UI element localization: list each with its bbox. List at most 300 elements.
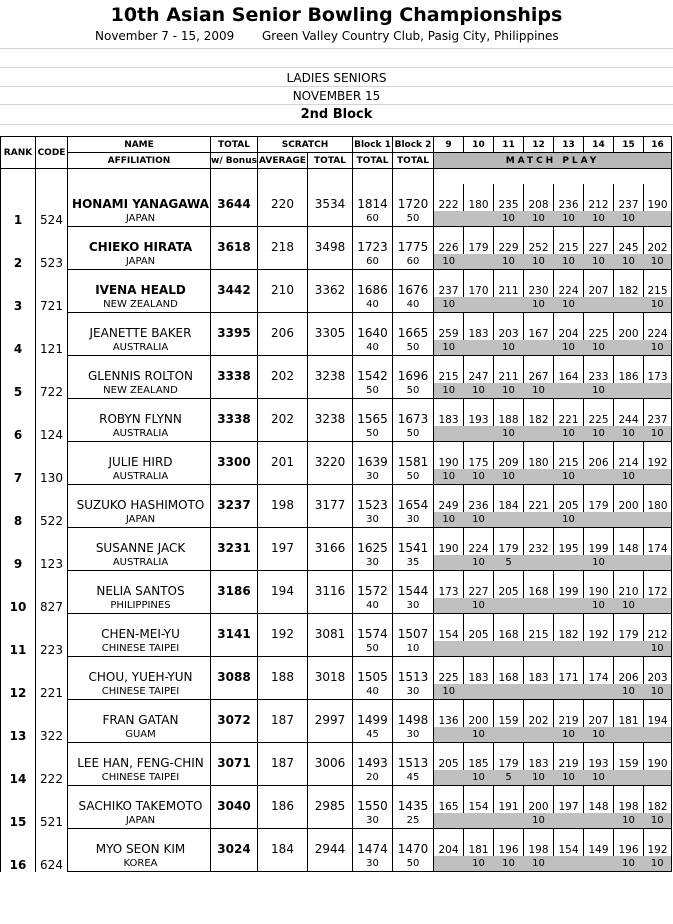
match-bonus (554, 383, 584, 399)
game-score: 173 (434, 571, 464, 599)
match-bonus (464, 297, 494, 313)
affiliation: CHINESE TAIPEI (68, 770, 211, 786)
match-bonus (464, 340, 494, 356)
player-row (1, 700, 672, 728)
scratch-total: 3238 (308, 356, 353, 384)
block1-bonus: 30 (353, 555, 393, 571)
match-bonus: 10 (644, 684, 672, 700)
block1-total: 1625 (353, 528, 393, 556)
total-with-bonus: 3644 (211, 184, 258, 211)
rank-cell: 6 (1, 399, 36, 442)
game-score: 259 (434, 313, 464, 341)
match-bonus (614, 383, 644, 399)
match-bonus (524, 727, 554, 743)
player-subrow (1, 383, 672, 399)
affiliation: AUSTRALIA (68, 426, 211, 442)
match-bonus (464, 641, 494, 657)
code-cell: 524 (36, 184, 68, 227)
player-name: SACHIKO TAKEMOTO (68, 786, 211, 814)
block1-total: 1565 (353, 399, 393, 427)
player-subrow (1, 856, 672, 872)
match-bonus (644, 727, 672, 743)
game-score: 202 (644, 227, 672, 255)
divider (0, 48, 673, 49)
match-bonus (524, 469, 554, 485)
col-block2-total: TOTAL (393, 153, 434, 169)
player-name: NELIA SANTOS (68, 571, 211, 599)
match-bonus: 10 (524, 211, 554, 227)
match-bonus: 10 (464, 856, 494, 872)
affiliation: CHINESE TAIPEI (68, 641, 211, 657)
player-subrow (1, 684, 672, 700)
col-scratch-total: TOTAL (308, 153, 353, 169)
block2-total: 1720 (393, 184, 434, 211)
player-name: SUZUKO HASHIMOTO (68, 485, 211, 513)
total-spacer (211, 254, 258, 270)
match-bonus: 10 (554, 770, 584, 786)
match-bonus: 10 (494, 340, 524, 356)
match-bonus (434, 555, 464, 571)
player-row (1, 399, 672, 427)
col-rank: RANK (1, 137, 36, 169)
game-score: 192 (584, 614, 614, 642)
game-score: 252 (524, 227, 554, 255)
scratch-average: 184 (258, 829, 308, 857)
match-bonus: 10 (464, 469, 494, 485)
game-score: 180 (464, 184, 494, 211)
total-spacer (211, 813, 258, 829)
scratch-total: 3166 (308, 528, 353, 556)
player-row (1, 829, 672, 857)
player-row (1, 614, 672, 642)
match-bonus: 10 (434, 684, 464, 700)
scratch-total: 3498 (308, 227, 353, 255)
match-bonus (434, 641, 464, 657)
game-score: 215 (524, 614, 554, 642)
total-spacer (211, 555, 258, 571)
block1-bonus: 40 (353, 684, 393, 700)
match-bonus: 10 (554, 512, 584, 528)
player-name: CHOU, YUEH-YUN (68, 657, 211, 685)
affiliation: KOREA (68, 856, 211, 872)
player-name: GLENNIS ROLTON (68, 356, 211, 384)
game-score: 205 (464, 614, 494, 642)
rank-cell: 16 (1, 829, 36, 872)
block1-total: 1574 (353, 614, 393, 642)
game-score: 182 (554, 614, 584, 642)
game-score: 180 (524, 442, 554, 470)
match-bonus: 10 (614, 684, 644, 700)
average-spacer (258, 856, 308, 872)
block2-bonus: 50 (393, 340, 434, 356)
affiliation: NEW ZEALAND (68, 297, 211, 313)
match-bonus: 10 (524, 770, 554, 786)
game-score: 198 (524, 829, 554, 857)
block1-bonus: 30 (353, 469, 393, 485)
match-bonus: 10 (494, 856, 524, 872)
match-bonus: 10 (464, 555, 494, 571)
total-with-bonus: 3618 (211, 227, 258, 255)
game-score: 185 (464, 743, 494, 771)
match-bonus: 10 (494, 469, 524, 485)
game-score: 182 (644, 786, 672, 814)
rank-cell: 10 (1, 571, 36, 614)
block2-bonus: 30 (393, 684, 434, 700)
average-spacer (258, 512, 308, 528)
scratch-total: 2997 (308, 700, 353, 728)
average-spacer (258, 641, 308, 657)
match-bonus: 10 (434, 297, 464, 313)
col-block1-total: TOTAL (353, 153, 393, 169)
game-score: 215 (554, 442, 584, 470)
match-bonus: 10 (554, 254, 584, 270)
match-bonus: 10 (524, 856, 554, 872)
scratch-total: 3220 (308, 442, 353, 470)
average-spacer (258, 254, 308, 270)
match-bonus: 10 (434, 254, 464, 270)
rank-cell: 4 (1, 313, 36, 356)
game-score: 184 (494, 485, 524, 513)
scratch-total: 3081 (308, 614, 353, 642)
player-name: ROBYN FLYNN (68, 399, 211, 427)
match-bonus: 10 (584, 426, 614, 442)
total-with-bonus: 3088 (211, 657, 258, 685)
player-subrow (1, 641, 672, 657)
scratch-average: 188 (258, 657, 308, 685)
match-bonus: 10 (614, 856, 644, 872)
match-bonus: 10 (524, 383, 554, 399)
game-score: 183 (434, 399, 464, 427)
game-score: 182 (614, 270, 644, 298)
game-score: 200 (614, 313, 644, 341)
match-bonus: 10 (644, 856, 672, 872)
game-score: 168 (494, 657, 524, 685)
game-score: 219 (554, 743, 584, 771)
total-spacer (211, 856, 258, 872)
match-bonus (644, 383, 672, 399)
game-score: 180 (644, 485, 672, 513)
scratch-average: 201 (258, 442, 308, 470)
average-spacer (258, 211, 308, 227)
game-score: 225 (584, 313, 614, 341)
game-score: 208 (524, 184, 554, 211)
game-score: 202 (524, 700, 554, 728)
game-score: 136 (434, 700, 464, 728)
code-cell: 624 (36, 829, 68, 872)
game-score: 206 (614, 657, 644, 685)
game-score: 244 (614, 399, 644, 427)
block1-total: 1686 (353, 270, 393, 298)
match-bonus (494, 512, 524, 528)
block2-bonus: 50 (393, 383, 434, 399)
match-bonus: 10 (584, 727, 614, 743)
player-row (1, 227, 672, 255)
scratch-total: 3177 (308, 485, 353, 513)
divider (0, 124, 673, 125)
game-score: 215 (554, 227, 584, 255)
player-subrow (1, 727, 672, 743)
match-bonus (584, 641, 614, 657)
rank-cell: 1 (1, 184, 36, 227)
scratch-average: 206 (258, 313, 308, 341)
match-bonus (524, 598, 554, 614)
match-bonus: 10 (614, 598, 644, 614)
total-with-bonus: 3395 (211, 313, 258, 341)
scratch-spacer (308, 813, 353, 829)
match-bonus: 10 (494, 211, 524, 227)
match-bonus (584, 469, 614, 485)
match-bonus: 10 (494, 383, 524, 399)
average-spacer (258, 297, 308, 313)
match-bonus: 10 (614, 813, 644, 829)
game-score: 215 (434, 356, 464, 384)
game-score: 204 (554, 313, 584, 341)
match-bonus: 10 (644, 641, 672, 657)
block2-bonus: 10 (393, 641, 434, 657)
header-row (1, 153, 672, 169)
block2-bonus: 40 (393, 297, 434, 313)
scratch-total: 3116 (308, 571, 353, 599)
match-bonus (524, 340, 554, 356)
affiliation: JAPAN (68, 813, 211, 829)
match-bonus (584, 512, 614, 528)
game-score: 190 (434, 442, 464, 470)
total-with-bonus: 3040 (211, 786, 258, 814)
scratch-spacer (308, 469, 353, 485)
scratch-average: 218 (258, 227, 308, 255)
match-bonus: 10 (584, 211, 614, 227)
block2-total: 1513 (393, 657, 434, 685)
game-score: 164 (554, 356, 584, 384)
category-heading: LADIES SENIORS (286, 71, 387, 85)
game-score: 165 (434, 786, 464, 814)
average-spacer (258, 555, 308, 571)
game-score: 149 (584, 829, 614, 857)
match-bonus (524, 426, 554, 442)
scratch-average: 194 (258, 571, 308, 599)
affiliation: JAPAN (68, 512, 211, 528)
game-score: 190 (644, 184, 672, 211)
game-score: 188 (494, 399, 524, 427)
player-row (1, 442, 672, 470)
game-score: 214 (614, 442, 644, 470)
total-spacer (211, 211, 258, 227)
block1-total: 1542 (353, 356, 393, 384)
block-heading: 2nd Block (300, 107, 373, 122)
match-bonus (524, 512, 554, 528)
game-score: 179 (614, 614, 644, 642)
game-score: 172 (644, 571, 672, 599)
match-bonus: 10 (554, 211, 584, 227)
game-score: 236 (554, 184, 584, 211)
affiliation: CHINESE TAIPEI (68, 684, 211, 700)
average-spacer (258, 813, 308, 829)
game-score: 171 (554, 657, 584, 685)
block2-total: 1513 (393, 743, 434, 771)
rank-cell: 15 (1, 786, 36, 829)
player-name: MYO SEON KIM (68, 829, 211, 857)
block1-bonus: 20 (353, 770, 393, 786)
block1-bonus: 30 (353, 512, 393, 528)
player-row (1, 657, 672, 685)
match-bonus (524, 641, 554, 657)
code-cell: 721 (36, 270, 68, 313)
col-affiliation: AFFILIATION (68, 153, 211, 169)
game-score: 215 (644, 270, 672, 298)
col-match-play: MATCH PLAY (434, 153, 672, 169)
col-game-9: 9 (434, 137, 464, 153)
block1-total: 1550 (353, 786, 393, 814)
game-score: 196 (614, 829, 644, 857)
match-bonus: 10 (644, 254, 672, 270)
block1-total: 1474 (353, 829, 393, 857)
total-spacer (211, 684, 258, 700)
match-bonus (584, 684, 614, 700)
game-score: 199 (554, 571, 584, 599)
player-subrow (1, 469, 672, 485)
total-with-bonus: 3072 (211, 700, 258, 728)
game-score: 199 (584, 528, 614, 556)
average-spacer (258, 469, 308, 485)
col-scratch: SCRATCH (258, 137, 353, 153)
total-with-bonus: 3338 (211, 356, 258, 384)
match-bonus (434, 598, 464, 614)
game-score: 183 (464, 657, 494, 685)
match-bonus: 10 (524, 254, 554, 270)
scratch-average: 187 (258, 743, 308, 771)
game-score: 200 (464, 700, 494, 728)
match-bonus: 10 (434, 512, 464, 528)
game-score: 227 (584, 227, 614, 255)
total-spacer (211, 340, 258, 356)
game-score: 249 (434, 485, 464, 513)
average-spacer (258, 598, 308, 614)
game-score: 159 (614, 743, 644, 771)
match-bonus (554, 813, 584, 829)
player-row (1, 528, 672, 556)
match-bonus (554, 555, 584, 571)
player-name: JULIE HIRD (68, 442, 211, 470)
block2-bonus: 60 (393, 254, 434, 270)
scratch-average: 198 (258, 485, 308, 513)
game-score: 226 (434, 227, 464, 255)
game-score: 154 (434, 614, 464, 642)
player-name: FRAN GATAN (68, 700, 211, 728)
scratch-spacer (308, 426, 353, 442)
rank-cell: 14 (1, 743, 36, 786)
rank-cell: 11 (1, 614, 36, 657)
player-subrow (1, 813, 672, 829)
game-score: 192 (644, 829, 672, 857)
average-spacer (258, 426, 308, 442)
match-bonus: 10 (434, 383, 464, 399)
code-cell: 521 (36, 786, 68, 829)
game-score: 212 (644, 614, 672, 642)
affiliation: JAPAN (68, 211, 211, 227)
game-score: 197 (554, 786, 584, 814)
total-spacer (211, 426, 258, 442)
match-bonus: 10 (434, 340, 464, 356)
block1-bonus: 30 (353, 856, 393, 872)
scratch-spacer (308, 211, 353, 227)
game-score: 170 (464, 270, 494, 298)
col-game-15: 15 (614, 137, 644, 153)
game-score: 205 (494, 571, 524, 599)
game-score: 210 (614, 571, 644, 599)
code-cell: 322 (36, 700, 68, 743)
game-score: 183 (524, 657, 554, 685)
game-score: 224 (644, 313, 672, 341)
scratch-total: 3305 (308, 313, 353, 341)
game-score: 206 (584, 442, 614, 470)
match-bonus: 10 (554, 469, 584, 485)
results-table (0, 136, 672, 872)
player-subrow (1, 254, 672, 270)
total-with-bonus: 3300 (211, 442, 258, 470)
match-bonus: 10 (464, 727, 494, 743)
block1-bonus: 40 (353, 297, 393, 313)
match-bonus (584, 856, 614, 872)
match-bonus: 10 (524, 297, 554, 313)
game-score: 183 (464, 313, 494, 341)
block2-total: 1541 (393, 528, 434, 556)
player-name: LEE HAN, FENG-CHIN (68, 743, 211, 771)
block1-bonus: 50 (353, 641, 393, 657)
match-bonus (434, 856, 464, 872)
scratch-spacer (308, 684, 353, 700)
total-spacer (211, 770, 258, 786)
game-score: 245 (614, 227, 644, 255)
player-subrow (1, 426, 672, 442)
block2-bonus: 50 (393, 426, 434, 442)
match-bonus: 10 (464, 383, 494, 399)
player-subrow (1, 770, 672, 786)
game-score: 148 (584, 786, 614, 814)
affiliation: AUSTRALIA (68, 340, 211, 356)
total-with-bonus: 3442 (211, 270, 258, 298)
game-score: 179 (494, 528, 524, 556)
game-score: 237 (614, 184, 644, 211)
scratch-total: 3018 (308, 657, 353, 685)
match-bonus: 10 (434, 469, 464, 485)
player-row (1, 270, 672, 298)
scratch-spacer (308, 297, 353, 313)
total-with-bonus: 3338 (211, 399, 258, 427)
rank-cell: 12 (1, 657, 36, 700)
game-score: 195 (554, 528, 584, 556)
block1-bonus: 60 (353, 254, 393, 270)
game-score: 224 (464, 528, 494, 556)
match-bonus (434, 426, 464, 442)
block2-bonus: 35 (393, 555, 434, 571)
match-bonus (464, 813, 494, 829)
match-bonus: 10 (614, 254, 644, 270)
total-with-bonus: 3141 (211, 614, 258, 642)
scratch-average: 192 (258, 614, 308, 642)
affiliation: GUAM (68, 727, 211, 743)
game-score: 154 (464, 786, 494, 814)
game-score: 225 (434, 657, 464, 685)
block1-bonus: 50 (353, 383, 393, 399)
total-spacer (211, 598, 258, 614)
game-score: 179 (584, 485, 614, 513)
total-spacer (211, 727, 258, 743)
game-score: 191 (494, 786, 524, 814)
game-score: 159 (494, 700, 524, 728)
rank-cell: 3 (1, 270, 36, 313)
rank-cell: 9 (1, 528, 36, 571)
col-game-16: 16 (644, 137, 672, 153)
